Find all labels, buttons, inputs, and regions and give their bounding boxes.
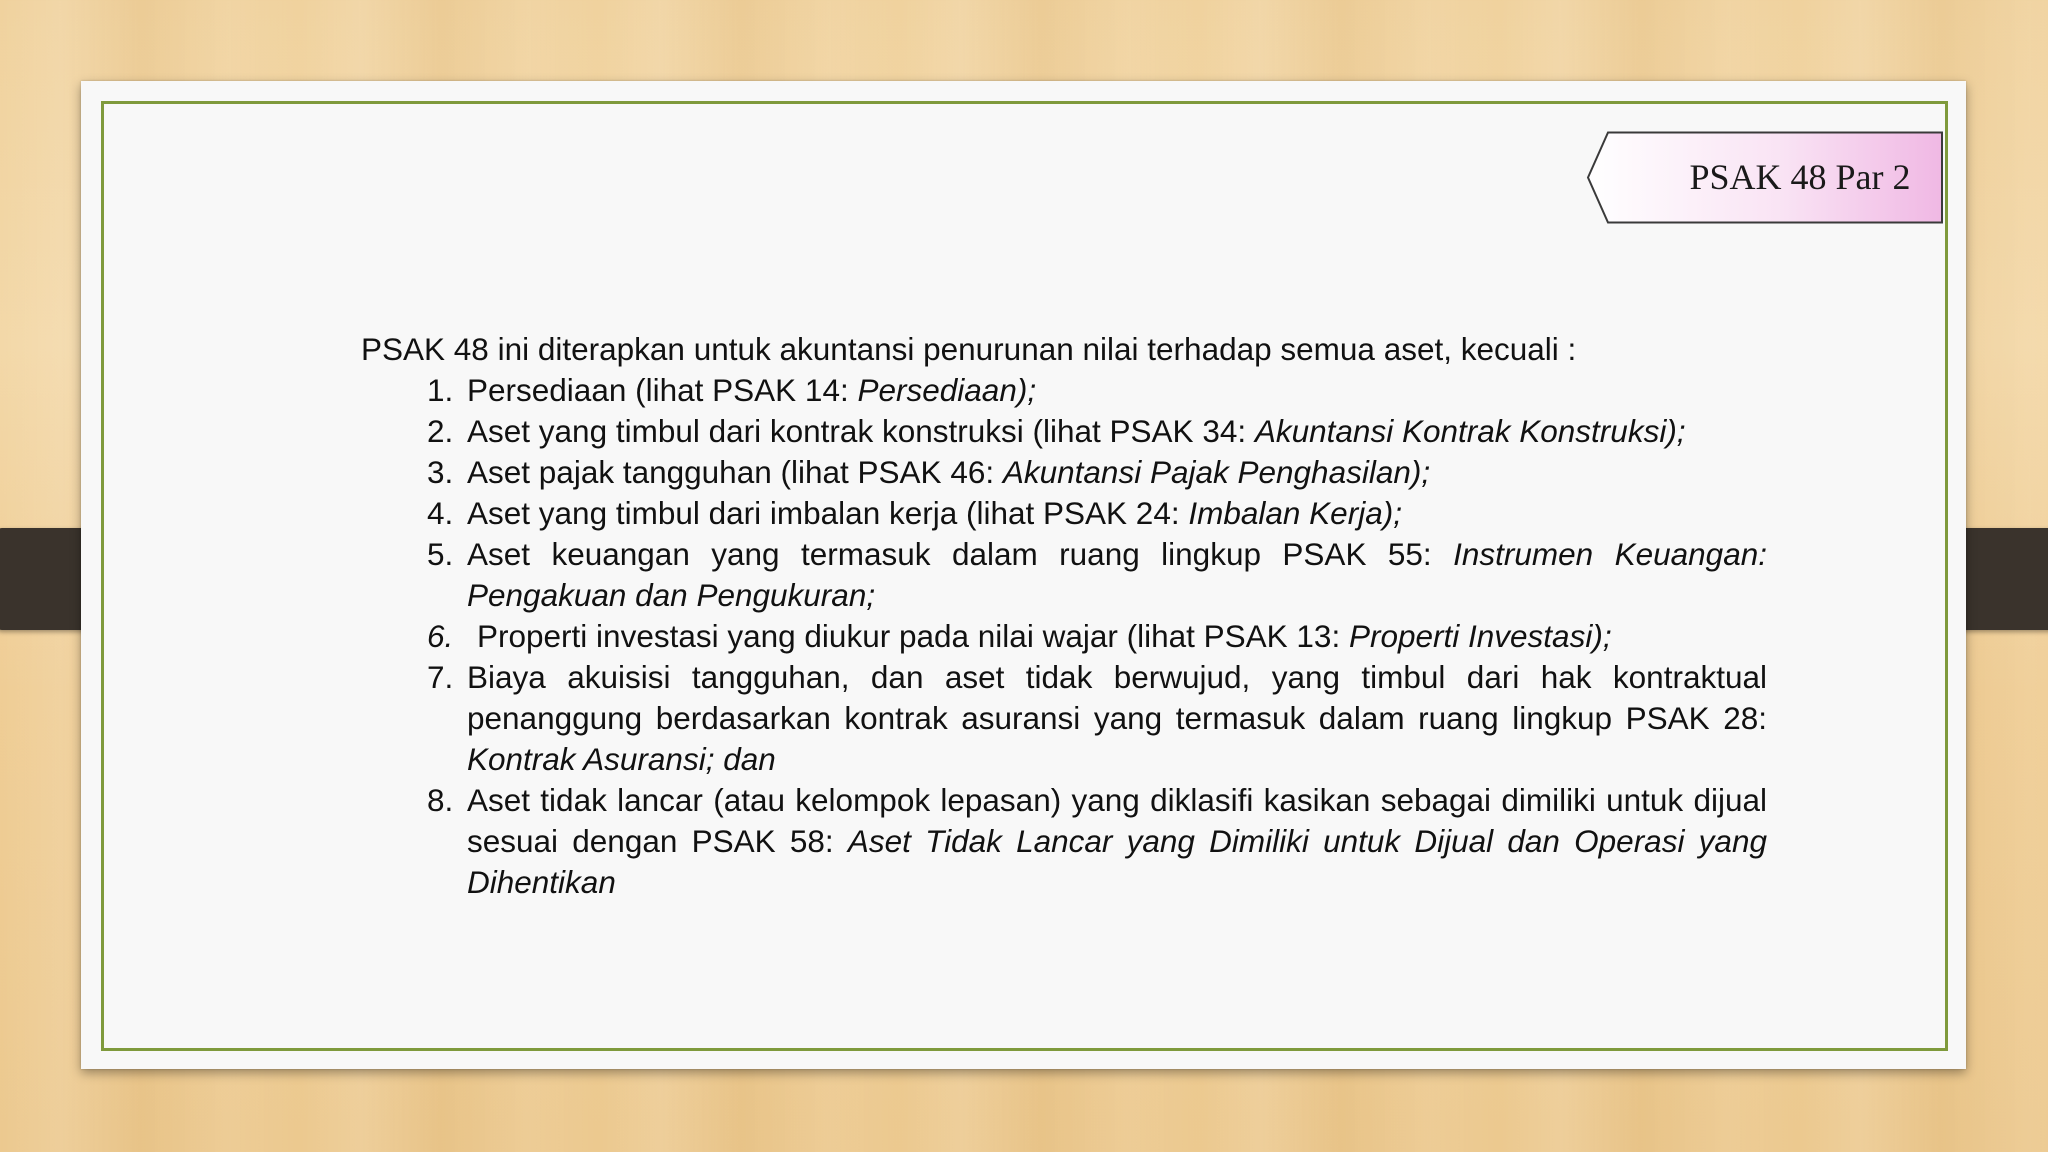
list-item: [361, 534, 1767, 616]
item-number: 6.: [427, 618, 454, 654]
item-text: Aset pajak tangguhan (lihat PSAK 46:: [467, 454, 1003, 490]
list-item: [361, 452, 1767, 493]
item-number: 8.: [427, 782, 454, 818]
item-number: 3.: [427, 454, 454, 490]
item-number: 4.: [427, 495, 454, 531]
badge-label: PSAK 48 Par 2: [1689, 157, 1911, 197]
list-item: [361, 493, 1767, 534]
item-reference: Kontrak Asuransi; dan: [467, 741, 776, 777]
exception-list: [361, 370, 1767, 903]
item-number: 7.: [427, 659, 454, 695]
slide: [81, 81, 1966, 1069]
item-text: Aset tidak lancar (atau kelompok lepasan) yang diklasifi kasikan sebagai dimiliki untuk dijual sesuai dengan PSAK 58:: [467, 782, 1767, 859]
intro-paragraph: PSAK 48 ini diterapkan untuk akuntansi penurunan nilai terhadap semua aset, kecuali :: [361, 331, 1577, 367]
item-number: 2.: [427, 413, 454, 449]
item-number: 5.: [427, 536, 454, 572]
item-text: Aset keuangan yang termasuk dalam ruang lingkup PSAK 55:: [467, 536, 1454, 572]
item-reference: Persediaan);: [857, 372, 1037, 408]
section-badge: [1586, 131, 1944, 224]
item-text: Aset yang timbul dari imbalan kerja (lihat PSAK 24:: [467, 495, 1189, 531]
item-reference: Instrumen Keuangan: Pengakuan dan Pengukuran;: [467, 536, 1767, 613]
item-reference: Imbalan Kerja);: [1188, 495, 1402, 531]
list-item: [361, 780, 1767, 903]
list-item: [361, 411, 1767, 452]
list-item: [361, 616, 1767, 657]
item-reference: Properti Investasi);: [1348, 618, 1612, 654]
item-text: Aset yang timbul dari kontrak konstruksi (lihat PSAK 34:: [467, 413, 1255, 449]
item-reference: Akuntansi Kontrak Konstruksi);: [1254, 413, 1686, 449]
item-reference: Aset Tidak Lancar yang Dimiliki untuk Dijual dan Operasi yang Dihentikan: [467, 823, 1767, 900]
list-item: [361, 657, 1767, 780]
item-text: Biaya akuisisi tangguhan, dan aset tidak berwujud, yang timbul dari hak kontraktual penanggung berdasarkan kontrak asuransi yang termasuk dalam ruang lingkup PSAK 28:: [467, 659, 1767, 736]
list-item: [361, 370, 1767, 411]
slide-content: [361, 329, 1767, 903]
item-reference: Akuntansi Pajak Penghasilan);: [1002, 454, 1431, 490]
item-text: Properti investasi yang diukur pada nilai wajar (lihat PSAK 13:: [477, 618, 1349, 654]
item-number: 1.: [427, 372, 454, 408]
item-text: Persediaan (lihat PSAK 14:: [467, 372, 858, 408]
